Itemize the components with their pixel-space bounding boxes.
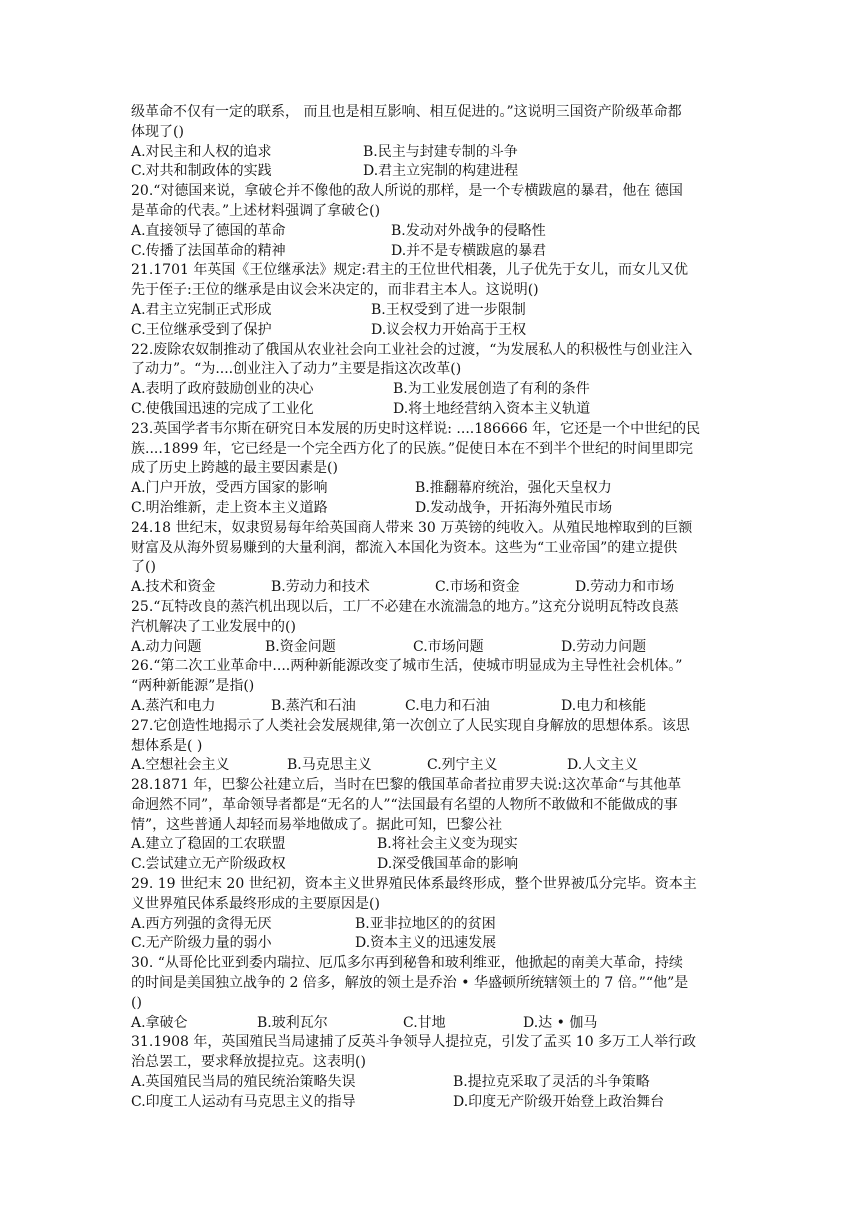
question-stem-line: 24.18 世纪末，奴隶贸易每年给英国商人带来 30 万英镑的纯收入。从殖民地榨取到的巨额 bbox=[131, 519, 693, 536]
question-stem-line: 了() bbox=[131, 559, 156, 576]
question-q31 bbox=[131, 1033, 731, 1112]
answer-option: B.发动对外战争的侵略性 bbox=[391, 222, 546, 239]
answer-options-row bbox=[131, 638, 731, 658]
question-stem-line: 31.1908 年，英国殖民当局逮捕了反英斗争领导人提拉克，引发了孟买 10 多万工人举行政 bbox=[131, 1034, 697, 1051]
answer-option: C.市场和资金 bbox=[435, 579, 520, 596]
answer-option: D.达 • 伽马 bbox=[523, 1014, 598, 1031]
answer-option: B.玻利瓦尔 bbox=[257, 1014, 328, 1031]
answer-option: A.对民主和人权的追求 bbox=[131, 143, 272, 160]
answer-options-row bbox=[131, 321, 731, 341]
answer-option: D.深受俄国革命的影响 bbox=[377, 856, 519, 873]
answer-options-row bbox=[131, 1014, 731, 1034]
answer-option: B.将社会主义变为现实 bbox=[377, 836, 518, 853]
answer-options-row bbox=[131, 499, 731, 519]
answer-option: D.并不是专横跋扈的暴君 bbox=[391, 242, 547, 259]
question-stem-line: () bbox=[131, 994, 142, 1011]
answer-option: D.议会权力开始高于王权 bbox=[371, 321, 527, 338]
question-stem-line: 30. “从哥伦比亚到委内瑞拉、厄瓜多尔再到秘鲁和玻利维亚，他掀起的南美大革命，持续 bbox=[131, 955, 683, 972]
question-q29 bbox=[131, 875, 731, 954]
question-q26 bbox=[131, 657, 731, 716]
answer-option: A.英国殖民当局的殖民统治策略失误 bbox=[131, 1074, 356, 1091]
answer-options-row bbox=[131, 479, 731, 499]
question-stem-line: 治总罢工，要求释放提拉克。这表明() bbox=[131, 1054, 366, 1071]
answer-options-row bbox=[131, 1093, 731, 1113]
question-stem-line: 26.“第二次工业革命中....两种新能源改变了城市生活，使城市明显成为主导性社会机体。” bbox=[131, 658, 683, 675]
answer-option: D.劳动力和市场 bbox=[575, 579, 675, 596]
question-stem-line: 财富及从海外贸易赚到的大量利润，都流入本国化为资本。这些为“工业帝国”的建立提供 bbox=[131, 539, 678, 556]
question-q20 bbox=[131, 182, 731, 261]
answer-option: C.对共和制政体的实践 bbox=[131, 163, 272, 180]
answer-option: D.电力和核能 bbox=[561, 697, 647, 714]
answer-option: B.推翻幕府统治，强化天皇权力 bbox=[415, 480, 612, 497]
answer-option: C.明治维新，走上资本主义道路 bbox=[131, 499, 328, 516]
answer-option: D.资本主义的迅速发展 bbox=[355, 935, 497, 952]
answer-options-row bbox=[131, 855, 731, 875]
question-stem-line: 20.“对德国来说，拿破仑并不像他的敌人所说的那样，是一个专横跋扈的暴君，他在 德国 bbox=[131, 183, 683, 200]
answer-options-row bbox=[131, 934, 731, 954]
answer-options-row bbox=[131, 380, 731, 400]
question-q30 bbox=[131, 954, 731, 1033]
question-q28 bbox=[131, 776, 731, 875]
answer-options-row bbox=[131, 578, 731, 598]
answer-option: C.甘地 bbox=[403, 1014, 446, 1031]
question-stem-line: 25.“瓦特改良的蒸汽机出现以后，工厂不必建在水流湍急的地方。”这充分说明瓦特改良蒸 bbox=[131, 598, 679, 615]
answer-options-row bbox=[131, 697, 731, 717]
answer-option: A.表明了政府鼓励创业的决心 bbox=[131, 381, 314, 398]
question-stem-line: 成了历史上跨越的最主要因素是() bbox=[131, 460, 338, 477]
question-q23 bbox=[131, 420, 731, 519]
answer-option: D.印度无产阶级开始登上政治舞台 bbox=[453, 1093, 665, 1110]
answer-option: D.人文主义 bbox=[567, 757, 639, 774]
answer-option: A.直接领导了德国的革命 bbox=[131, 222, 286, 239]
question-stem-line: 想体系是( ) bbox=[131, 737, 203, 754]
answer-option: C.无产阶级力量的弱小 bbox=[131, 935, 272, 952]
question-list bbox=[131, 103, 731, 1113]
answer-option: B.资金问题 bbox=[265, 638, 336, 655]
answer-option: C.传播了法国革命的精神 bbox=[131, 242, 286, 259]
question-stem-line: 的时间是美国独立战争的 2 倍多，解放的领土是乔治 • 华盛顿所统辖领土的 7 倍。”“他”是 bbox=[131, 975, 689, 992]
question-stem-line: 21.1701 年英国《王位继承法》规定:君主的王位世代相袭，儿子优先于女儿，而女儿又优 bbox=[131, 262, 689, 279]
answer-options-row bbox=[131, 756, 731, 776]
answer-option: D.将土地经营纳入资本主义轨道 bbox=[393, 400, 591, 417]
question-q21 bbox=[131, 261, 731, 340]
answer-option: B.王权受到了进一步限制 bbox=[371, 301, 526, 318]
answer-option: A.西方列强的贪得无厌 bbox=[131, 915, 272, 932]
answer-option: A.动力问题 bbox=[131, 638, 202, 655]
answer-options-row bbox=[131, 301, 731, 321]
answer-option: B.亚非拉地区的的贫困 bbox=[355, 915, 496, 932]
answer-options-row bbox=[131, 400, 731, 420]
answer-options-row bbox=[131, 162, 731, 182]
question-stem-line: 了动力”。“为....创业注入了动力”主要是指这次改革() bbox=[131, 361, 462, 378]
question-stem-line: 先于侄子:王位的继承是由议会米决定的，而非君主本人。这说明() bbox=[131, 282, 539, 299]
answer-option: C.使俄国迅速的完成了工业化 bbox=[131, 400, 314, 417]
question-stem-line: 情”，这些普通人却轻而易举地做成了。据此可知，巴黎公社 bbox=[131, 816, 503, 833]
answer-option: C.王位继承受到了保护 bbox=[131, 321, 272, 338]
answer-option: B.提拉克采取了灵活的斗争策略 bbox=[453, 1074, 650, 1091]
answer-options-row bbox=[131, 143, 731, 163]
question-q24 bbox=[131, 519, 731, 598]
question-q19-tail bbox=[131, 103, 731, 182]
answer-option: C.电力和石油 bbox=[405, 697, 490, 714]
answer-option: D.发动战争，开拓海外殖民市场 bbox=[415, 499, 613, 516]
question-stem-line: 体现了() bbox=[131, 123, 184, 140]
answer-option: D.劳动力问题 bbox=[561, 638, 647, 655]
question-stem-line: 族....1899 年，它已经是一个完全西方化了的民族。”促使日本在不到半个世纪的时间里即完 bbox=[131, 440, 694, 457]
question-stem-line: 义世界殖民体系最终形成的主要原因是() bbox=[131, 895, 380, 912]
answer-options-row bbox=[131, 222, 731, 242]
question-stem-line: 29. 19 世纪末 20 世纪初，资本主义世界殖民体系最终形成，整个世界被瓜分完毕。资本主 bbox=[131, 876, 697, 893]
answer-option: A.技术和资金 bbox=[131, 579, 216, 596]
question-stem-line: 是革命的代表。”上述材料强调了拿破仑() bbox=[131, 202, 381, 219]
question-stem-line: 23.英国学者韦尔斯在研究日本发展的历史时这样说: ....186666 年，它还是一个中世纪的民 bbox=[131, 420, 701, 437]
answer-option: B.马克思主义 bbox=[287, 757, 372, 774]
answer-option: D.君主立宪制的构建进程 bbox=[363, 163, 519, 180]
answer-option: A.门户开放，受西方国家的影响 bbox=[131, 480, 328, 497]
question-stem-line: 汽机解决了工业发展中的() bbox=[131, 618, 296, 635]
answer-options-row bbox=[131, 835, 731, 855]
answer-options-row bbox=[131, 242, 731, 262]
question-stem-line: 级革命不仅有一定的联系， 而且也是相互影响、相互促进的。”这说明三国资产阶级革命都 bbox=[131, 104, 682, 120]
answer-options-row bbox=[131, 1073, 731, 1093]
question-stem-line: “两种新能源”是指() bbox=[131, 678, 255, 695]
answer-option: C.列宁主义 bbox=[427, 757, 498, 774]
answer-option: C.尝试建立无产阶级政权 bbox=[131, 856, 286, 873]
answer-option: B.蒸汽和石油 bbox=[271, 697, 356, 714]
answer-option: B.为工业发展创造了有利的条件 bbox=[393, 381, 590, 398]
question-stem-line: 28.1871 年，巴黎公社建立后，当时在巴黎的俄国革命者拉甫罗夫说:这次革命“与其他革 bbox=[131, 777, 682, 794]
answer-option: A.君主立宪制正式形成 bbox=[131, 301, 272, 318]
question-stem-line: 27.它创造性地揭示了人类社会发展规律,第一次创立了人民实现自身解放的思想体系。该思 bbox=[131, 717, 690, 734]
question-q27 bbox=[131, 717, 731, 776]
answer-option: A.蒸汽和电力 bbox=[131, 697, 216, 714]
answer-option: B.劳动力和技术 bbox=[271, 579, 370, 596]
question-q22 bbox=[131, 341, 731, 420]
answer-option: C.市场问题 bbox=[413, 638, 484, 655]
question-q25 bbox=[131, 598, 731, 657]
answer-option: C.印度工人运动有马克思主义的指导 bbox=[131, 1093, 356, 1110]
answer-option: B.民主与封建专制的斗争 bbox=[363, 143, 518, 160]
answer-option: A.建立了稳固的工农联盟 bbox=[131, 836, 286, 853]
answer-options-row bbox=[131, 915, 731, 935]
answer-option: A.拿破仑 bbox=[131, 1014, 188, 1031]
answer-option: A.空想社会主义 bbox=[131, 757, 230, 774]
question-stem-line: 22.废除农奴制推动了俄国从农业社会向工业社会的过渡，“为发展私人的积极性与创业注入 bbox=[131, 341, 693, 358]
question-stem-line: 命迥然不同”，革命领导者都是“无名的人”“法国最有名望的人物所不敢做和不能做成的事 bbox=[131, 796, 678, 813]
